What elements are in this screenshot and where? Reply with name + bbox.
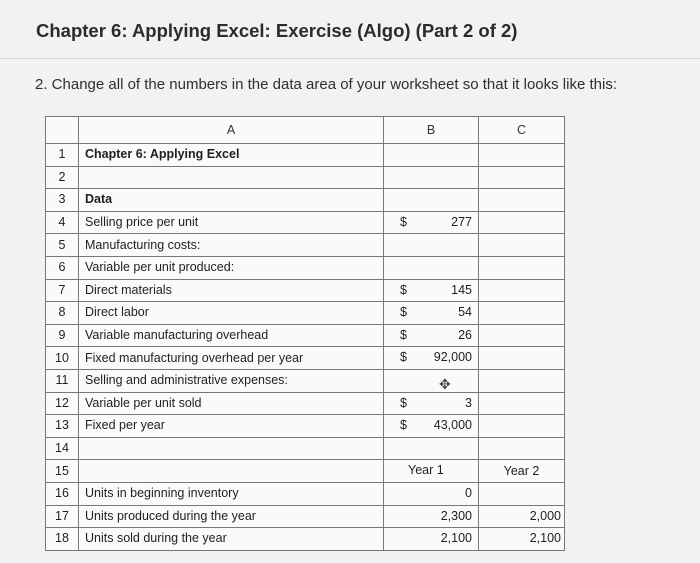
cell-a10[interactable]: Fixed manufacturing overhead per year [79,347,384,370]
row-number[interactable]: 5 [46,234,79,257]
currency-symbol: $ [400,395,407,410]
row-number[interactable]: 17 [46,505,79,528]
cell-a6[interactable]: Variable per unit produced: [79,256,384,279]
cell-value: 2,100 [440,531,472,546]
cell-c2[interactable] [479,166,565,189]
cell-a2[interactable] [79,166,384,189]
cell-c7[interactable] [479,279,565,302]
cell-a4[interactable]: Selling price per unit [79,211,384,234]
sheet-row [46,234,565,257]
row-number[interactable]: 15 [46,460,79,483]
cell-c13[interactable] [479,415,565,438]
row-number[interactable]: 16 [46,482,79,505]
cell-value: 43,000 [433,418,472,433]
cell-b6[interactable] [384,256,479,279]
cell-a18[interactable]: Units sold during the year [79,528,384,551]
cell-b7[interactable] [384,279,479,302]
cell-a13[interactable]: Fixed per year [79,415,384,438]
instruction-text: 2. Change all of the numbers in the data area of your worksheet so that it looks like this: [35,76,617,93]
cell-c15[interactable]: Year 2 [479,460,565,483]
cell-c16[interactable] [479,482,565,505]
row-number[interactable]: 4 [46,211,79,234]
sheet-row [46,392,565,415]
column-header-row [46,117,565,144]
cell-b16[interactable] [384,482,479,505]
cell-a9[interactable]: Variable manufacturing overhead [79,324,384,347]
row-number[interactable]: 2 [46,166,79,189]
currency-symbol: $ [400,418,407,433]
cell-b8[interactable] [384,302,479,325]
cell-b14[interactable] [384,437,479,460]
title-divider [0,58,700,59]
spreadsheet [45,116,565,551]
cell-a11[interactable]: Selling and administrative expenses: [79,369,384,392]
cell-c18[interactable]: 2,100 [479,528,565,551]
sheet-row [46,211,565,234]
cell-c17[interactable]: 2,000 [479,505,565,528]
row-number[interactable]: 10 [46,347,79,370]
cell-b5[interactable] [384,234,479,257]
row-number[interactable]: 3 [46,189,79,212]
cell-value: 145 [451,282,472,297]
cell-c10[interactable] [479,347,565,370]
column-header-b[interactable]: B [384,117,479,144]
cell-a14[interactable] [79,437,384,460]
page-title: Chapter 6: Applying Excel: Exercise (Algo) (Part 2 of 2) [36,20,518,41]
sheet-row [46,415,565,438]
sheet-row [46,324,565,347]
row-number[interactable]: 7 [46,279,79,302]
sheet-row [46,460,565,483]
cell-b9[interactable] [384,324,479,347]
cell-a16[interactable]: Units in beginning inventory [79,482,384,505]
sheet-row [46,279,565,302]
row-number[interactable]: 12 [46,392,79,415]
sheet-row [46,505,565,528]
cell-c14[interactable] [479,437,565,460]
cell-a1[interactable]: Chapter 6: Applying Excel [79,144,384,167]
cell-a7[interactable]: Direct materials [79,279,384,302]
move-cursor-icon: ✥ [439,375,451,392]
sheet-row [46,256,565,279]
currency-symbol: $ [400,282,407,297]
row-number[interactable]: 13 [46,415,79,438]
cell-c12[interactable] [479,392,565,415]
sheet-row [46,437,565,460]
cell-a8[interactable]: Direct labor [79,302,384,325]
cell-value: 3 [465,395,472,410]
column-header-a[interactable]: A [79,117,384,144]
cell-c3[interactable] [479,189,565,212]
currency-symbol: $ [400,305,407,320]
column-header-c[interactable]: C [479,117,565,144]
currency-symbol: $ [400,327,407,342]
row-number[interactable]: 14 [46,437,79,460]
cell-value: 54 [458,305,472,320]
cell-a12[interactable]: Variable per unit sold [79,392,384,415]
cell-c4[interactable] [479,211,565,234]
cell-b11[interactable] [384,369,479,392]
sheet-row [46,369,565,392]
sheet-row [46,144,565,167]
cell-a3[interactable]: Data [79,189,384,212]
row-number[interactable]: 1 [46,144,79,167]
sheet-row [46,482,565,505]
cell-a5[interactable]: Manufacturing costs: [79,234,384,257]
sheet-row [46,347,565,370]
cell-b4[interactable] [384,211,479,234]
sheet-row [46,302,565,325]
cell-b3[interactable] [384,189,479,212]
corner-cell[interactable] [46,117,79,144]
cell-value: 277 [451,214,472,229]
sheet-row [46,189,565,212]
cell-b12[interactable] [384,392,479,415]
sheet-row [46,528,565,551]
row-number[interactable]: 6 [46,256,79,279]
cell-value: 26 [458,327,472,342]
cell-value: 92,000 [433,350,472,365]
cell-c1[interactable] [479,144,565,167]
cell-b13[interactable] [384,415,479,438]
cell-a15[interactable] [79,460,384,483]
currency-symbol: $ [400,214,407,229]
cell-c9[interactable] [479,324,565,347]
cell-value: 0 [465,485,472,500]
row-number[interactable]: 9 [46,324,79,347]
cell-b2[interactable] [384,166,479,189]
cell-c5[interactable] [479,234,565,257]
cell-c6[interactable] [479,256,565,279]
year-1-label: Year 1 [408,463,444,478]
cell-c11[interactable] [479,369,565,392]
row-number[interactable]: 18 [46,528,79,551]
cell-b17[interactable] [384,505,479,528]
cell-value: 2,300 [440,508,472,523]
currency-symbol: $ [400,350,407,365]
cell-b18[interactable] [384,528,479,551]
row-number[interactable]: 8 [46,302,79,325]
sheet-row [46,166,565,189]
cell-c8[interactable] [479,302,565,325]
row-number[interactable]: 11 [46,369,79,392]
cell-b1[interactable] [384,144,479,167]
cell-b10[interactable] [384,347,479,370]
cell-a17[interactable]: Units produced during the year [79,505,384,528]
cell-b15[interactable] [384,460,479,483]
